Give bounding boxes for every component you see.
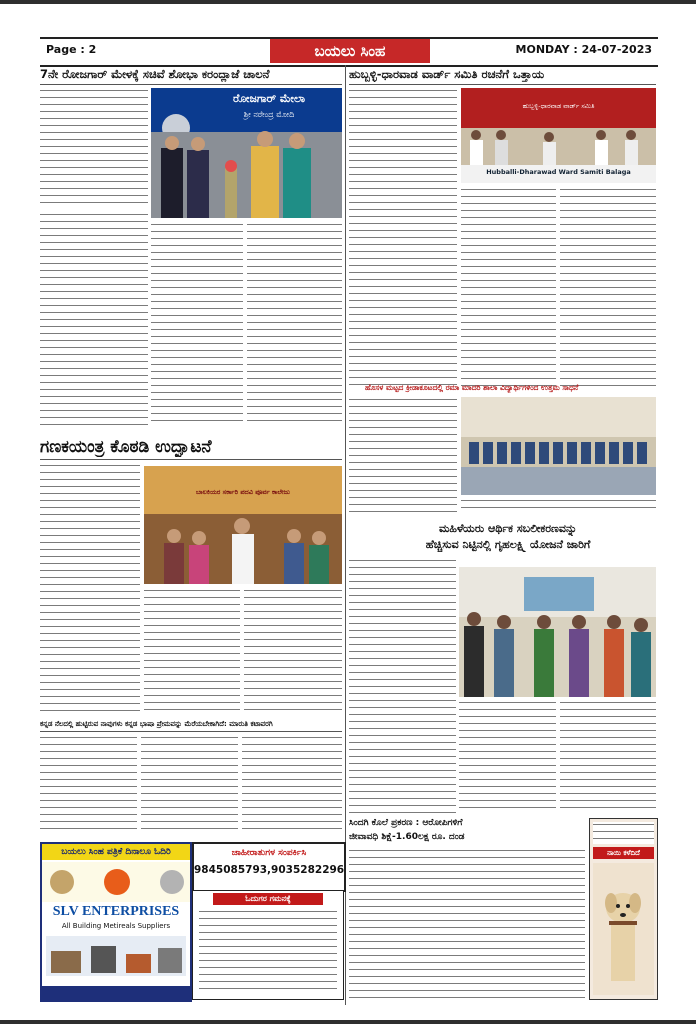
hosala-headline: ಹೊಸಳ ಮಟ್ಟದ ಕ್ರೀಡಾಕೂಟದಲ್ಲಿ ರಮಾ ಮಾದರಿ ಶಾಲಾ ವಿದ್ಯಾರ್ಥಿಗಳಿಂದ ಉತ್ತಮ ಸಾಧನೆ — [365, 383, 579, 392]
hosala-column-1 — [349, 397, 457, 512]
advert-contact-box — [192, 842, 346, 892]
ganaka-column-3 — [244, 588, 342, 713]
ganaka-photo-banner: ಬಾಲಕಿಯರ ಸರ್ಕಾರಿ ಪದವಿ ಪೂರ್ವ ಕಾಲೇಜು — [195, 488, 290, 496]
paper-name: ಬಯಲು ಸಿಂಹ — [270, 39, 430, 63]
griha-column-3 — [560, 700, 656, 813]
slv-tagline: All Building Metireals Suppliers — [61, 922, 171, 930]
building-materials-icon — [46, 936, 186, 976]
issue-date: MONDAY : 24-07-2023 — [515, 43, 652, 56]
missing-dog-ad — [589, 818, 658, 1000]
rozgar-column-2 — [151, 222, 243, 427]
kannada-headline: ಕನ್ನಡ ನೆಲದಲ್ಲಿ ಹುಟ್ಟಿರುವ ನಾವುಗಳು ಕನ್ನಡ ಭಾಷಾ ಪ್ರೇಮವನ್ನು ಮೆರೆಯಬೇಕಾಗಿದೆ: ಮಾರುತಿ ಕಟಾವರಗಿ — [40, 720, 273, 728]
griha-column-2 — [459, 700, 556, 813]
kannada-column-3 — [242, 735, 342, 835]
dog-photo — [593, 863, 654, 995]
kannada-column-1 — [40, 735, 137, 835]
griha-headline-line2: ಹೆಚ್ಚಿಸುವ ನಿಟ್ಟಿನಲ್ಲಿ ಗೃಹಲಕ್ಷ್ಮಿ ಯೋಜನೆ ಜಾರಿಗೆ — [425, 538, 591, 551]
top-border — [0, 0, 696, 4]
hubli-photo-sub: ಹುಬ್ಬಳ್ಳಿ-ಧಾರವಾಡ ವಾರ್ಡ್ ಸಮಿತಿ — [522, 102, 595, 110]
hubli-headline: ಹುಬ್ಬಳ್ಳಿ-ಧಾರವಾಡ ವಾರ್ಡ್ ಸಮಿತಿ ರಚನೆಗೆ ಒತ್ತಾಯ — [349, 67, 545, 81]
divider — [349, 84, 656, 85]
rozgar-headline: 7ನೇ ರೋಜಗಾರ್ ಮೇಳಕ್ಕೆ ಸಚಿವೆ ಶೋಭಾ ಕರಂದ್ಲಾಜೆ ಚಾಲನೆ — [40, 67, 270, 81]
subscribe-banner: ಬಯಲು ಸಿಂಹ ಪತ್ರಿಕೆ ದಿನಾಲೂ ಓದಿರಿ — [42, 844, 190, 860]
kannada-column-2 — [141, 735, 238, 835]
missing-dog-details — [593, 822, 654, 844]
rozgar-photo-sub: ಶ್ರೀ ನರೇಂದ್ರ ಮೋದಿ — [243, 110, 295, 119]
sindhara-body — [349, 848, 585, 998]
page-label: Page : 2 — [46, 43, 97, 56]
advert-contact-title: ಜಾಹೀರಾತುಗಳ ಸಂಪರ್ಕಿಸಿ — [231, 848, 307, 858]
hubli-photo — [461, 88, 656, 183]
hubli-column-3 — [560, 187, 656, 387]
slv-footer — [42, 986, 190, 1000]
advert-contact-phone: 9845085793,9035282296 — [194, 864, 345, 876]
divider — [40, 731, 342, 732]
griha-column-1 — [349, 558, 456, 813]
missing-dog-title: ನಾಯಿ ಕಳೆದಿದೆ — [593, 847, 654, 859]
ganaka-photo-art — [144, 466, 342, 584]
rozgar-photo-banner: ರೋಜಗಾರ್ ಮೇಲಾ — [233, 92, 305, 105]
slv-materials-image — [46, 936, 186, 976]
ganaka-headline: ಗಣಕಯಂತ್ರ ಕೊಠಡಿ ಉದ್ಘಾಟನೆ — [40, 437, 212, 457]
rozgar-column-1 — [40, 88, 148, 208]
hosala-photo — [461, 397, 656, 495]
reader-notice-text — [199, 909, 337, 995]
hubli-column-1 — [349, 88, 457, 388]
slv-logo-strip — [42, 862, 190, 902]
rozgar-photo — [151, 88, 342, 218]
reader-notice-title: ಓದುಗರ ಗಮನಕ್ಕೆ — [213, 893, 323, 905]
slv-ad — [40, 842, 192, 1002]
griha-photo — [459, 567, 656, 697]
hubli-column-2 — [461, 187, 556, 387]
reader-notice-box — [192, 890, 344, 1000]
masthead — [40, 37, 658, 67]
bottom-border — [0, 1020, 696, 1024]
hubli-photo-banner: Hubballi-Dharawad Ward Samiti Balaga — [486, 168, 631, 176]
rozgar-column-3 — [247, 222, 342, 427]
rozgar-photo-art — [151, 88, 342, 218]
sindhara-headline-line2: ಜೀವಾವಧಿ ಶಿಕ್ಷೆ-1.60ಲಕ್ಷ ರೂ. ದಂಡ — [349, 832, 465, 842]
sindhara-headline-line1: ಸಿಂದಗಿ ಕೊಲೆ ಪ್ರಕರಣ : ಆರೋಪಿಗಳಿಗೆ — [349, 818, 463, 828]
rozgar-column-1b — [40, 212, 148, 427]
divider — [40, 84, 342, 85]
divider — [40, 459, 342, 460]
hosala-caption — [461, 498, 656, 514]
griha-headline-line1: ಮಹಿಳೆಯರು ಆರ್ಥಿಕ ಸಬಲೀಕರಣವನ್ನು — [438, 522, 578, 535]
griha-photo-art — [459, 567, 656, 697]
om-icon — [42, 862, 190, 902]
slv-name: SLV ENTERPRISES — [52, 904, 180, 919]
ganaka-photo — [144, 466, 342, 584]
ganaka-column-1 — [40, 463, 140, 713]
ganaka-column-2 — [144, 588, 240, 713]
hosala-photo-art — [461, 397, 656, 495]
